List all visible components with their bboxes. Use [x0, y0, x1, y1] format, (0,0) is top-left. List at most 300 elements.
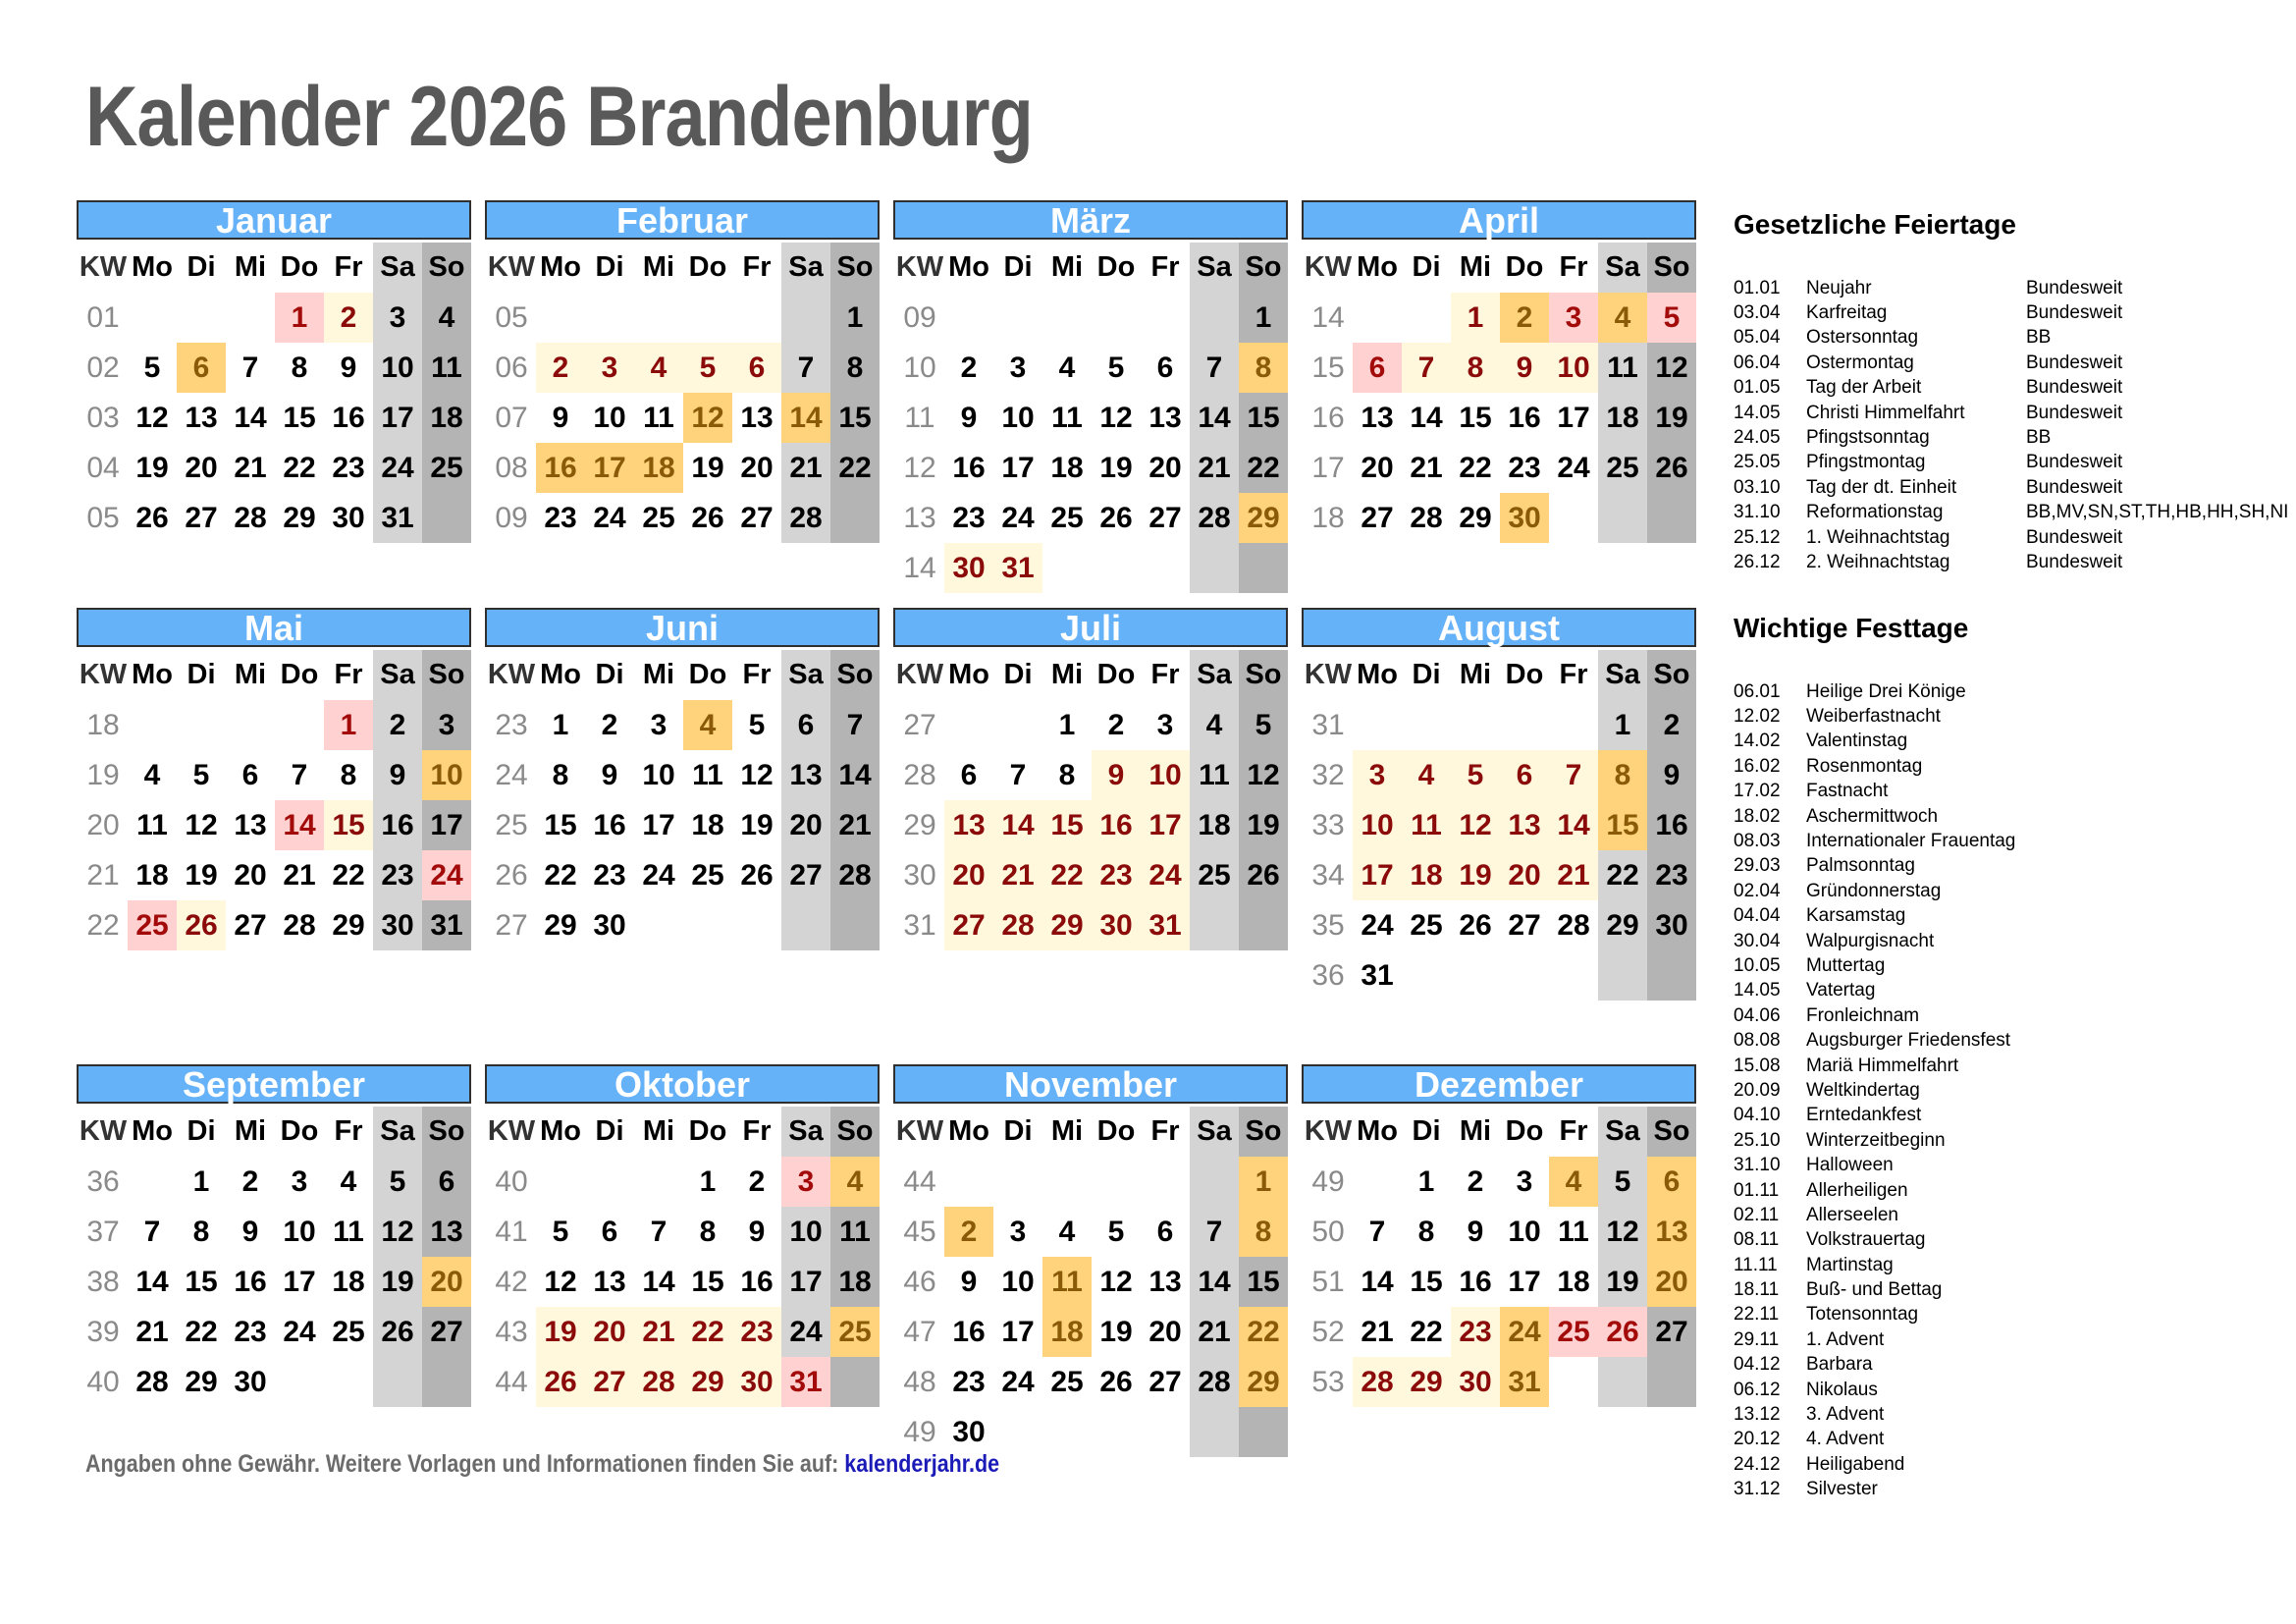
- day-cell: 11: [1190, 750, 1239, 800]
- weekday-header: Fr: [742, 659, 772, 690]
- day-cell: 7: [1190, 343, 1239, 393]
- day-cell-empty: [1500, 950, 1549, 1001]
- day-cell: 28: [234, 501, 267, 534]
- day-cell: 11: [643, 401, 674, 434]
- weekday-header: Fr: [1150, 1115, 1180, 1147]
- festivals-date: 06.01: [1734, 680, 1781, 702]
- day-cell: 21: [634, 1307, 683, 1357]
- day-cell: 19: [373, 1257, 422, 1307]
- day-cell: 23: [373, 850, 422, 900]
- weekday-header: Do: [688, 659, 727, 690]
- weekday-header: Do: [1096, 251, 1136, 283]
- festivals-date: 20.09: [1734, 1079, 1781, 1101]
- festivals-date: 20.12: [1734, 1429, 1781, 1450]
- day-cell: 13: [1148, 1265, 1182, 1298]
- day-cell: 13: [422, 1207, 471, 1257]
- day-cell: 26: [691, 501, 724, 534]
- weekday-header: Do: [280, 1115, 319, 1147]
- week-number: 20: [86, 808, 120, 841]
- day-cell-empty: [1451, 700, 1500, 750]
- day-cell: 5: [1598, 1157, 1647, 1207]
- week-number: 11: [904, 401, 935, 434]
- day-cell-empty: [585, 1157, 634, 1207]
- day-cell: 27: [781, 850, 830, 900]
- holidays-row: [1734, 351, 2296, 375]
- holidays-region: BB: [2026, 327, 2052, 349]
- month-grid: [487, 650, 880, 950]
- festivals-row: [1734, 1303, 2296, 1327]
- day-cell: 21: [781, 443, 830, 493]
- month-8: [77, 1064, 471, 1407]
- day-cell: 12: [683, 393, 732, 443]
- month-11: [1302, 1064, 1696, 1407]
- day-cell: 16: [593, 808, 626, 841]
- weekday-header: Fr: [1559, 251, 1588, 283]
- day-cell: 18: [691, 808, 724, 841]
- day-cell: 20: [1148, 1315, 1182, 1348]
- weekday-header: Mi: [234, 1115, 267, 1147]
- day-cell: 22: [185, 1315, 218, 1348]
- festivals-date: 18.02: [1734, 805, 1781, 827]
- day-cell: 16: [536, 443, 585, 493]
- weekday-header: Sa: [1190, 243, 1239, 293]
- weekday-header: Do: [1505, 659, 1544, 690]
- weekday-header: Mo: [132, 251, 173, 283]
- day-cell-empty: [634, 1157, 683, 1207]
- festivals-date: 14.02: [1734, 731, 1781, 752]
- day-cell-empty: [683, 293, 732, 343]
- day-cell-empty: [275, 1357, 324, 1407]
- festivals-date: 12.02: [1734, 706, 1781, 728]
- day-cell: 5: [1451, 750, 1500, 800]
- month-9: [485, 1064, 880, 1407]
- day-cell: 1: [1239, 1157, 1288, 1207]
- day-cell-empty: [1353, 1157, 1402, 1207]
- day-cell: 16: [373, 800, 422, 850]
- week-number: 34: [1311, 858, 1345, 892]
- holidays-name: Pfingstsonntag: [1806, 427, 1930, 449]
- day-cell: 11: [422, 343, 471, 393]
- day-cell: 19: [740, 808, 774, 841]
- holidays-name: Tag der Arbeit: [1806, 377, 1922, 399]
- holidays-row: [1734, 276, 2296, 300]
- day-cell: 14: [1190, 393, 1239, 443]
- footer: [85, 1450, 999, 1479]
- day-cell: 20: [422, 1257, 471, 1307]
- day-cell: 7: [291, 758, 308, 791]
- week-number: 09: [495, 501, 528, 534]
- day-cell: 17: [1001, 1315, 1035, 1348]
- week-number: 07: [495, 401, 528, 434]
- weekday-header: Mo: [132, 659, 173, 690]
- day-cell: 15: [283, 401, 316, 434]
- day-cell-empty: [993, 700, 1042, 750]
- day-cell: 13: [1647, 1207, 1696, 1257]
- weekday-header: Mi: [1050, 659, 1084, 690]
- day-cell: 15: [1239, 393, 1288, 443]
- festivals-date: 31.10: [1734, 1155, 1781, 1176]
- day-cell: 25: [422, 443, 471, 493]
- month-10: [893, 1064, 1288, 1457]
- week-number: 05: [495, 300, 528, 334]
- weekday-header: So: [1239, 1107, 1288, 1157]
- day-cell: 19: [1598, 1257, 1647, 1307]
- month-header: September: [77, 1064, 471, 1104]
- festivals-row: [1734, 904, 2296, 929]
- day-cell: 4: [683, 700, 732, 750]
- day-cell: 31: [993, 543, 1042, 593]
- weekday-header: Di: [187, 659, 216, 690]
- week-number: 48: [903, 1365, 936, 1398]
- kw-header: KW: [895, 659, 944, 690]
- day-cell: 30: [332, 501, 365, 534]
- week-number: 31: [903, 908, 936, 942]
- day-cell: 18: [1557, 1265, 1590, 1298]
- day-cell: 8: [1451, 343, 1500, 393]
- festivals-date: 02.04: [1734, 880, 1781, 901]
- day-cell: 3: [1353, 750, 1402, 800]
- day-cell: 29: [1239, 493, 1288, 543]
- weekday-header: So: [422, 243, 471, 293]
- weekday-header: Mi: [234, 659, 267, 690]
- day-cell: 20: [740, 451, 774, 484]
- holidays-date: 25.05: [1734, 452, 1781, 473]
- weekday-header: Mo: [1357, 1115, 1398, 1147]
- holidays-region: BB,MV,SN,ST,TH,HB,HH,SH,NI: [2026, 502, 2289, 523]
- day-cell: 25: [642, 501, 675, 534]
- day-cell: 28: [1353, 1357, 1402, 1407]
- day-cell: 14: [830, 750, 880, 800]
- day-cell: 8: [1598, 750, 1647, 800]
- day-cell-empty: [585, 293, 634, 343]
- festivals-row: [1734, 1128, 2296, 1153]
- month-header: Juli: [893, 608, 1288, 647]
- day-cell: 7: [830, 700, 880, 750]
- day-cell: 16: [1459, 1265, 1492, 1298]
- day-cell: 11: [1051, 401, 1083, 434]
- day-cell: 27: [740, 501, 774, 534]
- day-cell: 20: [944, 850, 993, 900]
- day-cell: 6: [1156, 351, 1174, 384]
- month-header: August: [1302, 608, 1696, 647]
- day-cell: 4: [1058, 1215, 1076, 1248]
- festivals-name: Fastnacht: [1806, 781, 1889, 802]
- holidays-region: Bundesweit: [2026, 551, 2123, 572]
- week-number: 52: [1311, 1315, 1345, 1348]
- day-cell: 1: [1058, 708, 1076, 741]
- day-cell: 31: [1361, 958, 1394, 992]
- day-cell: 13: [234, 808, 267, 841]
- day-cell: 20: [781, 800, 830, 850]
- day-cell: 30: [593, 908, 626, 942]
- weekday-header: Mi: [1459, 1115, 1492, 1147]
- week-number: 36: [86, 1164, 120, 1198]
- month-header: April: [1302, 200, 1696, 240]
- day-cell: 15: [324, 800, 373, 850]
- day-cell: 1: [275, 293, 324, 343]
- week-number: 04: [86, 451, 120, 484]
- month-7: [1302, 608, 1696, 1001]
- festivals-name: Nikolaus: [1806, 1379, 1878, 1400]
- day-cell-empty: [1092, 543, 1141, 593]
- festivals-row: [1734, 1178, 2296, 1203]
- day-cell: 22: [332, 858, 365, 892]
- week-number: 38: [86, 1265, 120, 1298]
- day-cell-empty: [1549, 493, 1598, 543]
- weekday-header: So: [1239, 243, 1288, 293]
- festivals-row: [1734, 1054, 2296, 1078]
- weekday-header: Mi: [642, 251, 675, 283]
- holidays-list: [1734, 276, 2296, 575]
- day-cell: 22: [830, 443, 880, 493]
- day-cell: 12: [1598, 1207, 1647, 1257]
- festivals-name: Allerheiligen: [1806, 1179, 1908, 1201]
- day-cell: 19: [185, 858, 218, 892]
- day-cell: 26: [740, 858, 774, 892]
- day-cell: 8: [830, 343, 880, 393]
- day-cell: 1: [1598, 700, 1647, 750]
- week-number: 01: [86, 300, 120, 334]
- day-cell: 1: [1417, 1164, 1435, 1198]
- day-cell: 4: [830, 1157, 880, 1207]
- weekday-header: Sa: [1598, 1107, 1647, 1157]
- day-cell: 25: [1598, 443, 1647, 493]
- day-cell: 27: [422, 1307, 471, 1357]
- day-cell: 7: [241, 351, 259, 384]
- week-number: 50: [1311, 1215, 1345, 1248]
- day-cell: 22: [1239, 1307, 1288, 1357]
- festivals-row: [1734, 929, 2296, 953]
- day-cell: 20: [1361, 451, 1394, 484]
- weekday-header: Di: [1412, 659, 1441, 690]
- day-cell: 3: [781, 1157, 830, 1207]
- holidays-name: Tag der dt. Einheit: [1806, 476, 1957, 498]
- week-number: 35: [1311, 908, 1345, 942]
- day-cell: 7: [143, 1215, 161, 1248]
- day-cell-empty: [1190, 1407, 1239, 1457]
- day-cell: 26: [1647, 443, 1696, 493]
- day-cell: 29: [683, 1357, 732, 1407]
- day-cell-empty: [1042, 1157, 1092, 1207]
- kw-header: KW: [79, 251, 128, 283]
- festivals-name: Martinstag: [1806, 1254, 1894, 1275]
- weekday-header: Mo: [132, 1115, 173, 1147]
- festivals-name: Palmsonntag: [1806, 855, 1915, 877]
- festivals-name: Internationaler Frauentag: [1806, 831, 2016, 852]
- day-cell: 1: [1451, 293, 1500, 343]
- day-cell: 3: [1156, 708, 1174, 741]
- weekday-header: Mo: [540, 659, 581, 690]
- festivals-name: Gründonnerstag: [1806, 880, 1942, 901]
- day-cell-empty: [1549, 700, 1598, 750]
- day-cell: 16: [952, 1315, 986, 1348]
- day-cell: 22: [683, 1307, 732, 1357]
- day-cell: 16: [740, 1265, 774, 1298]
- festivals-row: [1734, 1452, 2296, 1477]
- festivals-row: [1734, 1378, 2296, 1402]
- holidays-region: Bundesweit: [2026, 352, 2123, 373]
- festivals-row: [1734, 1003, 2296, 1028]
- day-cell-empty: [1402, 293, 1451, 343]
- day-cell: 9: [340, 351, 357, 384]
- day-cell: 30: [1500, 493, 1549, 543]
- day-cell-empty: [1190, 293, 1239, 343]
- festivals-name: 4. Advent: [1806, 1429, 1885, 1450]
- day-cell: 14: [781, 393, 830, 443]
- holidays-row: [1734, 525, 2296, 550]
- day-cell-empty: [275, 700, 324, 750]
- day-cell: 10: [1001, 401, 1035, 434]
- month-grid: [487, 1107, 880, 1407]
- holidays-date: 01.05: [1734, 377, 1781, 399]
- day-cell: 9: [748, 1215, 766, 1248]
- day-cell: 6: [1647, 1157, 1696, 1207]
- week-number: 24: [495, 758, 528, 791]
- day-cell-empty: [1549, 1357, 1598, 1407]
- day-cell: 31: [422, 900, 471, 950]
- holidays-row: [1734, 425, 2296, 450]
- day-cell: 2: [241, 1164, 259, 1198]
- day-cell: 11: [136, 808, 168, 841]
- day-cell: 17: [1557, 401, 1590, 434]
- week-number: 13: [903, 501, 936, 534]
- holidays-date: 24.05: [1734, 427, 1781, 449]
- day-cell-empty: [830, 1357, 880, 1407]
- day-cell: 1: [699, 1164, 717, 1198]
- day-cell: 29: [1459, 501, 1492, 534]
- day-cell-empty: [944, 1157, 993, 1207]
- day-cell: 14: [1190, 1257, 1239, 1307]
- day-cell: 30: [732, 1357, 781, 1407]
- day-cell: 27: [185, 501, 218, 534]
- day-cell: 9: [1092, 750, 1141, 800]
- day-cell-empty: [1042, 293, 1092, 343]
- day-cell: 3: [373, 293, 422, 343]
- holidays-name: 1. Weihnachtstag: [1806, 526, 1950, 548]
- day-cell: 14: [1410, 401, 1443, 434]
- day-cell: 19: [1099, 451, 1133, 484]
- holidays-region: Bundesweit: [2026, 277, 2123, 298]
- day-cell: 17: [1353, 850, 1402, 900]
- festivals-row: [1734, 953, 2296, 978]
- day-cell: 30: [1647, 900, 1696, 950]
- day-cell-empty: [1647, 1357, 1696, 1407]
- festivals-date: 13.12: [1734, 1404, 1781, 1426]
- day-cell: 29: [1598, 900, 1647, 950]
- festivals-date: 04.04: [1734, 905, 1781, 927]
- day-cell-empty: [373, 1357, 422, 1407]
- day-cell: 23: [1508, 451, 1541, 484]
- weekday-header: Do: [1096, 659, 1136, 690]
- holidays-region: Bundesweit: [2026, 452, 2123, 473]
- day-cell-empty: [128, 293, 177, 343]
- day-cell: 24: [1500, 1307, 1549, 1357]
- weekday-header: Mi: [1050, 1115, 1084, 1147]
- day-cell: 27: [1148, 501, 1182, 534]
- holidays-region: Bundesweit: [2026, 377, 2123, 399]
- day-cell-empty: [781, 293, 830, 343]
- day-cell: 20: [185, 451, 218, 484]
- week-number: 02: [86, 351, 120, 384]
- festivals-row: [1734, 854, 2296, 879]
- week-number: 49: [1311, 1164, 1345, 1198]
- day-cell: 2: [1467, 1164, 1484, 1198]
- day-cell-empty: [1598, 493, 1647, 543]
- day-cell: 14: [993, 800, 1042, 850]
- day-cell: 29: [544, 908, 577, 942]
- day-cell-empty: [1239, 543, 1288, 593]
- day-cell: 30: [1092, 900, 1141, 950]
- day-cell: 22: [1042, 850, 1092, 900]
- day-cell-empty: [1239, 900, 1288, 950]
- holidays-date: 01.01: [1734, 277, 1781, 298]
- day-cell-empty: [128, 1157, 177, 1207]
- festivals-name: Muttertag: [1806, 954, 1886, 976]
- day-cell: 17: [642, 808, 675, 841]
- holidays-date: 26.12: [1734, 551, 1781, 572]
- weekday-header: So: [422, 1107, 471, 1157]
- day-cell: 6: [601, 1215, 618, 1248]
- day-cell: 3: [650, 708, 667, 741]
- weekday-header: Fr: [1150, 251, 1180, 283]
- week-number: 44: [903, 1164, 936, 1198]
- day-cell: 17: [585, 443, 634, 493]
- day-cell: 23: [952, 501, 986, 534]
- day-cell: 4: [1549, 1157, 1598, 1207]
- day-cell: 13: [781, 750, 830, 800]
- kw-header: KW: [79, 1115, 128, 1147]
- holidays-name: Ostersonntag: [1806, 327, 1919, 349]
- day-cell: 31: [1500, 1357, 1549, 1407]
- day-cell-empty: [536, 1157, 585, 1207]
- day-cell-empty: [1190, 900, 1239, 950]
- week-number: 22: [86, 908, 120, 942]
- day-cell-empty: [1549, 950, 1598, 1001]
- day-cell: 29: [1402, 1357, 1451, 1407]
- day-cell: 12: [1099, 401, 1133, 434]
- day-cell: 8: [192, 1215, 210, 1248]
- day-cell-empty: [1239, 1407, 1288, 1457]
- month-header: Oktober: [485, 1064, 880, 1104]
- day-cell: 28: [1557, 908, 1590, 942]
- festivals-date: 08.11: [1734, 1229, 1780, 1251]
- weekday-header: Sa: [373, 243, 422, 293]
- day-cell: 5: [748, 708, 766, 741]
- festivals-row: [1734, 804, 2296, 829]
- day-cell: 2: [373, 700, 422, 750]
- weekday-header: So: [830, 1107, 880, 1157]
- day-cell: 21: [1190, 1307, 1239, 1357]
- day-cell: 25: [1549, 1307, 1598, 1357]
- weekday-header: Sa: [781, 1107, 830, 1157]
- day-cell: 30: [952, 1415, 986, 1448]
- festivals-row: [1734, 754, 2296, 779]
- day-cell: 9: [960, 1265, 978, 1298]
- day-cell: 17: [283, 1265, 316, 1298]
- day-cell: 10: [373, 343, 422, 393]
- weekday-header: Mi: [1459, 659, 1492, 690]
- holidays-date: 03.04: [1734, 302, 1781, 324]
- day-cell: 24: [593, 501, 626, 534]
- weekday-header: Mi: [642, 1115, 675, 1147]
- month-grid: [1304, 650, 1696, 1001]
- day-cell-empty: [1141, 543, 1190, 593]
- day-cell-empty: [1042, 543, 1092, 593]
- footer-link[interactable]: kalenderjahr.de: [844, 1450, 1000, 1478]
- day-cell: 8: [1239, 1207, 1288, 1257]
- day-cell: 17: [1141, 800, 1190, 850]
- holidays-row: [1734, 451, 2296, 475]
